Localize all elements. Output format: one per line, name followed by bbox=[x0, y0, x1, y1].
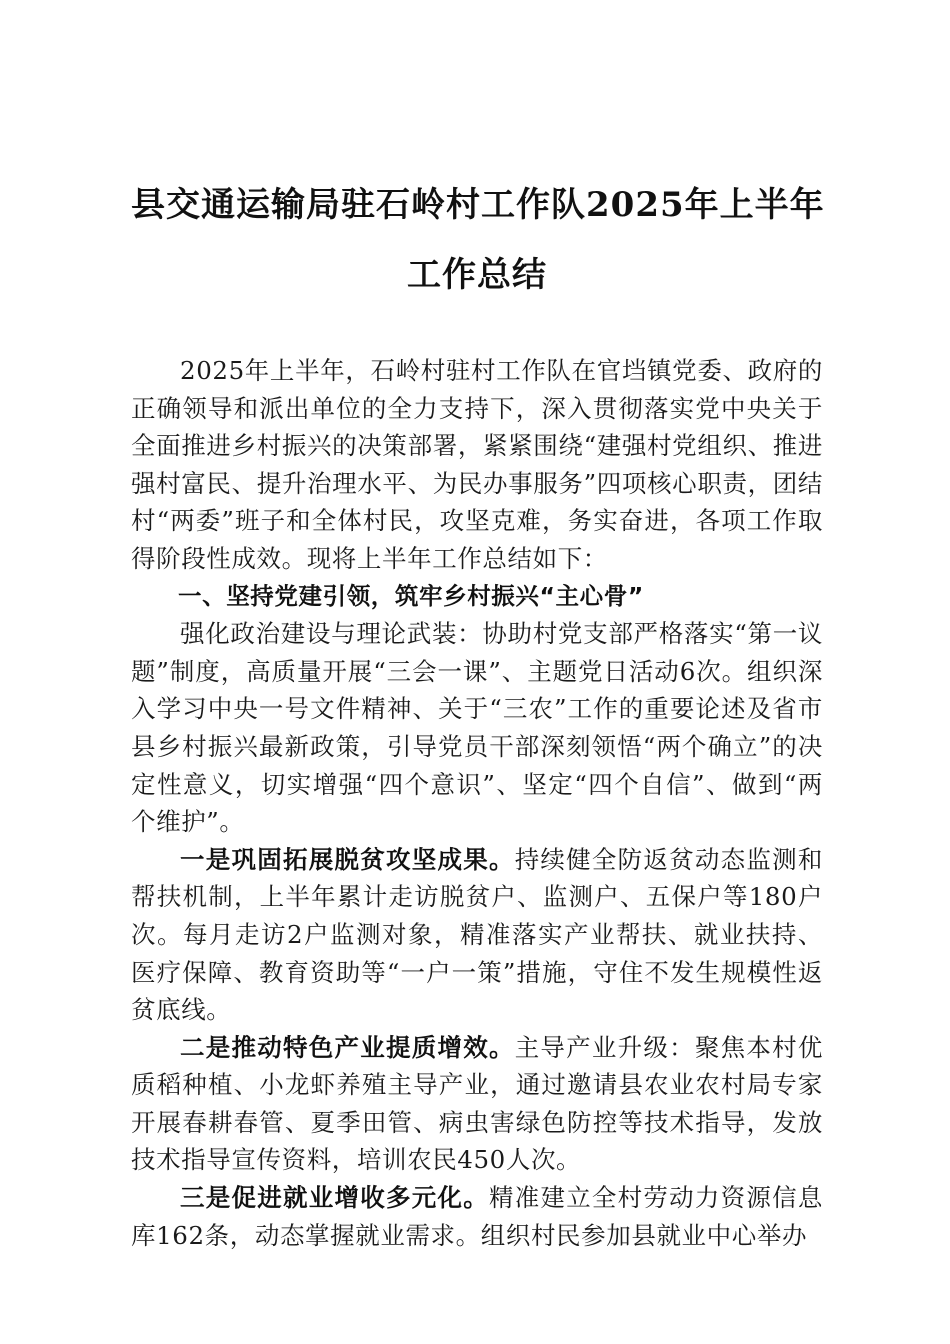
title-line-1: 县交通运输局驻石岭村工作队2025年上半年 bbox=[131, 185, 825, 225]
intro-paragraph: 2025年上半年，石岭村驻村工作队在官垱镇党委、政府的正确领导和派出单位的全力支持下，深入贯彻落实党中央关于全面推进乡村振兴的决策部署，紧紧围绕“建强村党组织、推进强村富民、提升治理水平、为民办事服务”四项核心职责，团结村“两委”班子和全体村民，攻坚克难，务实奋进，各项工作取得阶段性成效。现将上半年工作总结如下： bbox=[131, 356, 823, 573]
item-1-text: 持续健全防返贫动态监测和帮扶机制，上半年累计走访脱贫户、监测户、五保户等180户次。每月走访2户监测对象，精准落实产业帮扶、就业扶持、医疗保障、教育资助等“一户一策”措施，守住不发生规模性返贫底线。 bbox=[131, 844, 823, 1025]
item-3-paragraph bbox=[131, 1179, 823, 1254]
document-title bbox=[131, 170, 823, 310]
item-2-lead: 二是推动特色产业提质增效。 bbox=[180, 1032, 515, 1062]
item-3-text: 精准建立全村劳动力资源信息库162条，动态掌握就业需求。组织村民参加县就业中心举办 bbox=[131, 1183, 823, 1250]
section-1-paragraph: 强化政治建设与理论武装：协助村党支部严格落实“第一议题”制度，高质量开展“三会一课”、主题党日活动6次。组织深入学习中央一号文件精神、关于“三农”工作的重要论述及省市县乡村振兴最新政策，引导党员干部深刻领悟“两个确立”的决定性意义，切实增强“四个意识”、坚定“四个自信”、做到“两个维护”。 bbox=[131, 619, 823, 837]
section-heading-1: 一、坚持党建引领，筑牢乡村振兴“主心骨” bbox=[178, 581, 644, 610]
item-2-paragraph bbox=[131, 1029, 823, 1179]
item-1-paragraph bbox=[131, 841, 823, 1029]
document-page bbox=[131, 170, 823, 1254]
item-3-lead: 三是促进就业增收多元化。 bbox=[180, 1183, 489, 1213]
title-line-2: 工作总结 bbox=[407, 255, 547, 295]
item-1-lead: 一是巩固拓展脱贫攻坚成果。 bbox=[180, 844, 515, 874]
item-2-text: 主导产业升级：聚焦本村优质稻种植、小龙虾养殖主导产业，通过邀请县农业农村局专家开展春耕春管、夏季田管、病虫害绿色防控等技术指导，发放技术指导宣传资料，培训农民450人次。 bbox=[131, 1032, 823, 1175]
document-body bbox=[131, 352, 823, 1254]
